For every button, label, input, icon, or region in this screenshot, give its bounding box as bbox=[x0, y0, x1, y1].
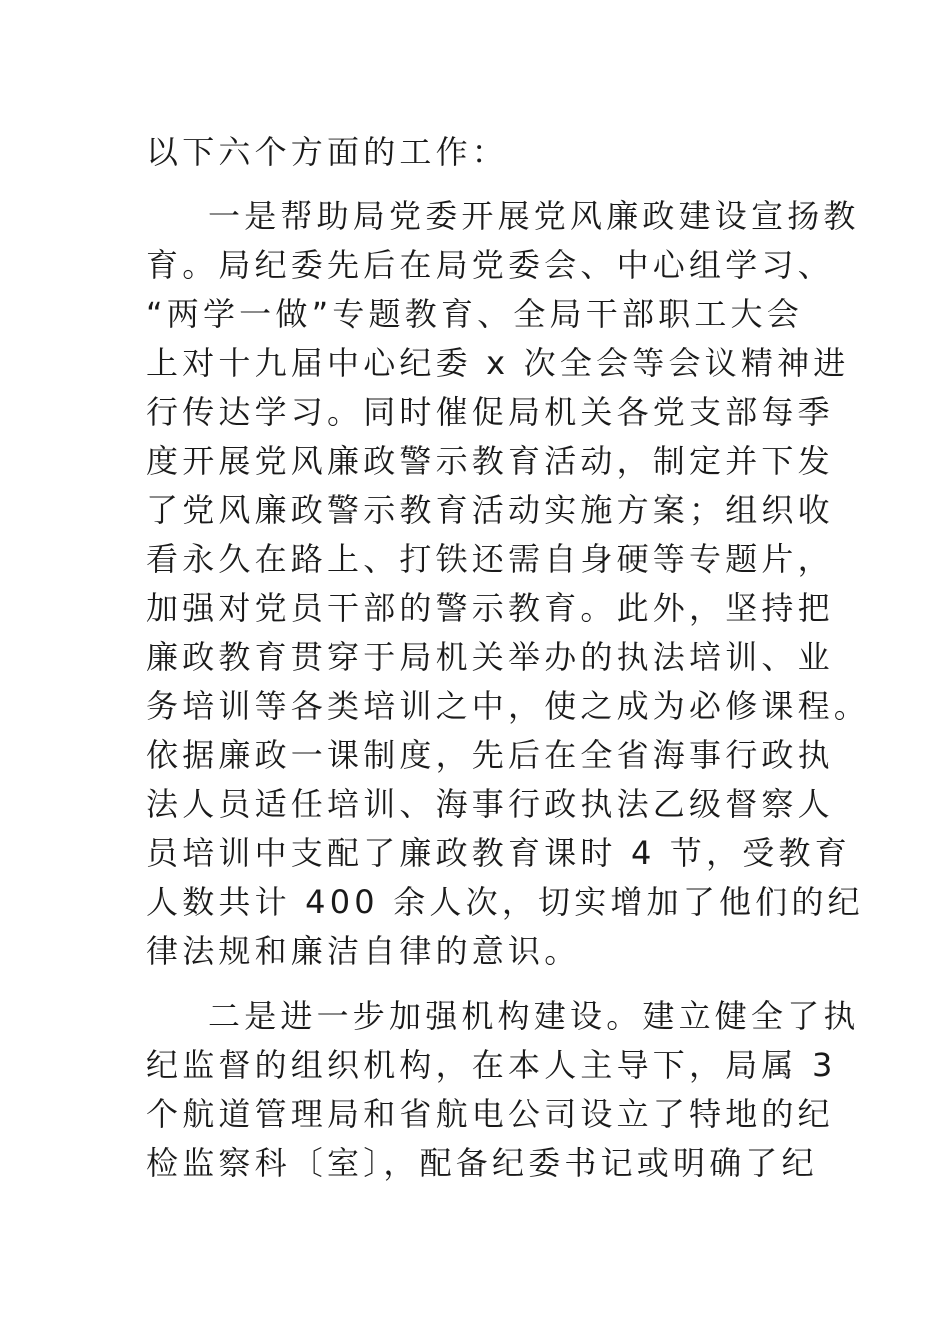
paragraph-2-line-1: 二是进一步加强机构建设。建立健全了执 bbox=[208, 997, 860, 1035]
paragraph-1-line-6: 度开展党风廉政警示教育活动，制定并下发 bbox=[146, 442, 834, 480]
paragraph-1-line-16: 律法规和廉洁自律的意识。 bbox=[146, 932, 581, 970]
paragraph-1-line-9: 加强对党员干部的警示教育。此外，坚持把 bbox=[146, 589, 834, 627]
paragraph-2-line-3: 个航道管理局和省航电公司设立了特地的纪 bbox=[146, 1095, 834, 1133]
paragraph-1-line-8: 看永久在路上、打铁还需自身硬等专题片， bbox=[146, 540, 834, 578]
paragraph-1-line-7: 了党风廉政警示教育活动实施方案；组织收 bbox=[146, 491, 834, 529]
paragraph-1-line-15: 人数共计 400 余人次，切实增加了他们的纪 bbox=[146, 883, 864, 921]
paragraph-1-line-5: 行传达学习。同时催促局机关各党支部每季 bbox=[146, 393, 834, 431]
paragraph-1-line-14: 员培训中支配了廉政教育课时 4 节，受教育 bbox=[146, 834, 851, 872]
intro-line: 以下六个方面的工作： bbox=[146, 133, 509, 171]
paragraph-2-line-4: 检监察科〔室〕，配备纪委书记或明确了纪 bbox=[146, 1144, 818, 1182]
paragraph-1-line-12: 依据廉政一课制度，先后在全省海事行政执 bbox=[146, 736, 834, 774]
paragraph-1-line-3: “两学一做”专题教育、全局干部职工大会 bbox=[146, 295, 803, 333]
paragraph-1-line-1: 一是帮助局党委开展党风廉政建设宣扬教 bbox=[208, 197, 860, 235]
paragraph-1-line-11: 务培训等各类培训之中，使之成为必修课程。 bbox=[146, 687, 871, 725]
paragraph-1-line-4: 上对十九届中心纪委 x 次全会等会议精神进 bbox=[146, 344, 850, 382]
paragraph-2-line-2: 纪监督的组织机构，在本人主导下，局属 3 bbox=[146, 1046, 837, 1084]
paragraph-1-line-2: 育。局纪委先后在局党委会、中心组学习、 bbox=[146, 246, 834, 284]
paragraph-1-line-10: 廉政教育贯穿于局机关举办的执法培训、业 bbox=[146, 638, 834, 676]
paragraph-1-line-13: 法人员适任培训、海事行政执法乙级督察人 bbox=[146, 785, 834, 823]
